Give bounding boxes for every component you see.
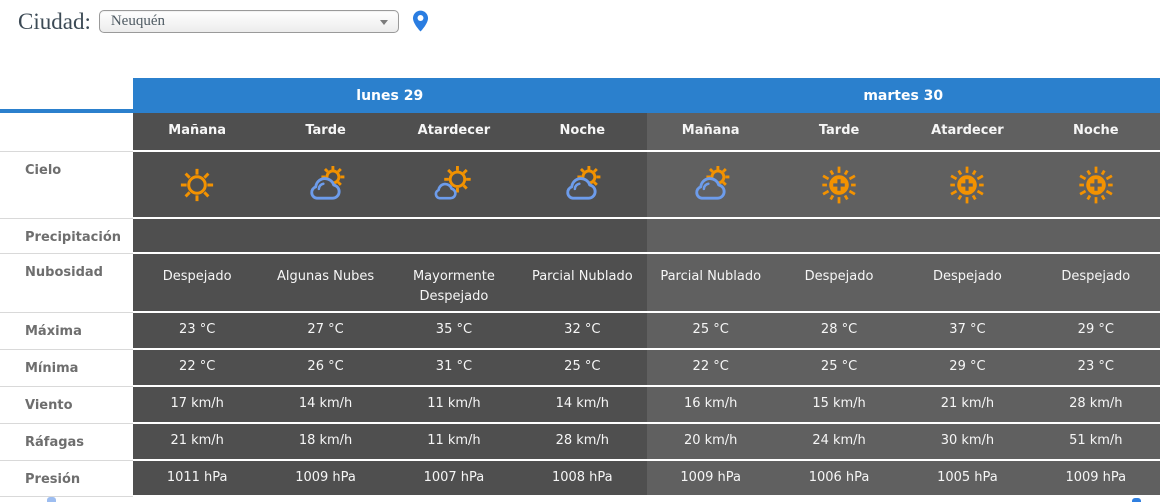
value-cell: 20 km/h: [647, 424, 775, 461]
value-cell: 21 km/h: [133, 424, 261, 461]
period-header: Tarde: [775, 113, 903, 152]
value-cell: 1009 hPa: [261, 461, 389, 497]
value-cell: 29 °C: [903, 350, 1031, 387]
value-cell: 31 °C: [390, 350, 518, 387]
table-row-maxima: [0, 313, 1160, 350]
row-label-rafagas: Ráfagas: [0, 424, 133, 461]
value-cell: 27 °C: [261, 313, 389, 350]
value-cell: Despejado: [903, 254, 1031, 313]
value-cell: 25 °C: [647, 313, 775, 350]
value-cell: 11 km/h: [390, 387, 518, 424]
value-cell: 26 °C: [261, 350, 389, 387]
value-cell: 37 °C: [903, 313, 1031, 350]
value-cell: Algunas Nubes: [261, 254, 389, 313]
value-cell: 22 °C: [133, 350, 261, 387]
location-pin-button[interactable]: [410, 8, 431, 35]
city-select[interactable]: [99, 10, 399, 33]
period-header: Tarde: [261, 113, 389, 152]
value-cell: 1009 hPa: [1032, 461, 1160, 497]
row-label-minima: Mínima: [0, 350, 133, 387]
period-header: Noche: [1032, 113, 1160, 152]
cutoff-icon-fragment: [47, 497, 56, 502]
value-cell: Despejado: [133, 254, 261, 313]
map-pin-icon: [410, 8, 431, 35]
weather-cell: [133, 152, 261, 219]
weather-icon: [431, 162, 477, 208]
weather-cell: [1032, 152, 1160, 219]
value-cell: 1007 hPa: [390, 461, 518, 497]
period-header: Atardecer: [903, 113, 1031, 152]
value-cell: 1005 hPa: [903, 461, 1031, 497]
value-cell: 28 °C: [775, 313, 903, 350]
city-select-value: Neuquén: [110, 13, 165, 29]
weather-cell: [518, 152, 646, 219]
corner-cell: [0, 78, 133, 113]
day-header-martes: martes 30: [647, 78, 1161, 113]
weather-cell: [903, 152, 1031, 219]
day-header-lunes: lunes 29: [133, 78, 647, 113]
value-cell: [133, 219, 261, 254]
weather-icon: [944, 162, 990, 208]
value-cell: 11 km/h: [390, 424, 518, 461]
value-cell: 30 km/h: [903, 424, 1031, 461]
row-label-presion: Presión: [0, 461, 133, 497]
period-header: Mañana: [133, 113, 261, 152]
weather-icon: [816, 162, 862, 208]
row-label-viento: Viento: [0, 387, 133, 424]
table-row-cielo: [0, 152, 1160, 219]
value-cell: 51 km/h: [1032, 424, 1160, 461]
value-cell: 22 °C: [647, 350, 775, 387]
value-cell: 29 °C: [1032, 313, 1160, 350]
weather-icon: [559, 162, 605, 208]
weather-icon: [174, 162, 220, 208]
value-cell: 18 km/h: [261, 424, 389, 461]
value-cell: Parcial Nublado: [647, 254, 775, 313]
value-cell: 17 km/h: [133, 387, 261, 424]
value-cell: Mayormente Despejado: [390, 254, 518, 313]
row-label-precipitacion: Precipitación: [0, 219, 133, 254]
value-cell: 28 km/h: [518, 424, 646, 461]
forecast-table: [0, 78, 1160, 497]
value-cell: [775, 219, 903, 254]
row-label-maxima: Máxima: [0, 313, 133, 350]
value-cell: [261, 219, 389, 254]
chevron-down-icon: [380, 20, 388, 25]
value-cell: [903, 219, 1031, 254]
value-cell: Parcial Nublado: [518, 254, 646, 313]
value-cell: 21 km/h: [903, 387, 1031, 424]
weather-cell: [647, 152, 775, 219]
value-cell: 32 °C: [518, 313, 646, 350]
city-label: Ciudad:: [18, 8, 91, 34]
period-header: Noche: [518, 113, 646, 152]
table-row-presion: [0, 461, 1160, 497]
weather-cell: [261, 152, 389, 219]
day-header-row: [0, 78, 1160, 113]
value-cell: 15 km/h: [775, 387, 903, 424]
value-cell: 23 °C: [1032, 350, 1160, 387]
value-cell: [390, 219, 518, 254]
value-cell: 14 km/h: [518, 387, 646, 424]
cutoff-icon-fragment: [1132, 498, 1141, 502]
table-row-nubosidad: [0, 254, 1160, 313]
period-header: Atardecer: [390, 113, 518, 152]
row-label-nubosidad: Nubosidad: [0, 254, 133, 313]
value-cell: [647, 219, 775, 254]
table-row-precipitacion: [0, 219, 1160, 254]
value-cell: 28 km/h: [1032, 387, 1160, 424]
value-cell: 14 km/h: [261, 387, 389, 424]
city-toolbar: [18, 8, 431, 35]
value-cell: [518, 219, 646, 254]
value-cell: 25 °C: [775, 350, 903, 387]
value-cell: 1011 hPa: [133, 461, 261, 497]
period-header: Mañana: [647, 113, 775, 152]
table-row-minima: [0, 350, 1160, 387]
table-row-viento: [0, 387, 1160, 424]
weather-cell: [390, 152, 518, 219]
weather-cell: [775, 152, 903, 219]
weather-icon: [688, 162, 734, 208]
weather-icon: [303, 162, 349, 208]
period-header-row: [0, 113, 1160, 152]
value-cell: 24 km/h: [775, 424, 903, 461]
value-cell: 23 °C: [133, 313, 261, 350]
value-cell: 1006 hPa: [775, 461, 903, 497]
value-cell: [1032, 219, 1160, 254]
value-cell: Despejado: [1032, 254, 1160, 313]
value-cell: 16 km/h: [647, 387, 775, 424]
row-label-cielo: Cielo: [0, 152, 133, 219]
value-cell: Despejado: [775, 254, 903, 313]
value-cell: 1008 hPa: [518, 461, 646, 497]
weather-icon: [1073, 162, 1119, 208]
value-cell: 35 °C: [390, 313, 518, 350]
table-row-rafagas: [0, 424, 1160, 461]
period-header-spacer: [0, 113, 133, 152]
value-cell: 25 °C: [518, 350, 646, 387]
value-cell: 1009 hPa: [647, 461, 775, 497]
